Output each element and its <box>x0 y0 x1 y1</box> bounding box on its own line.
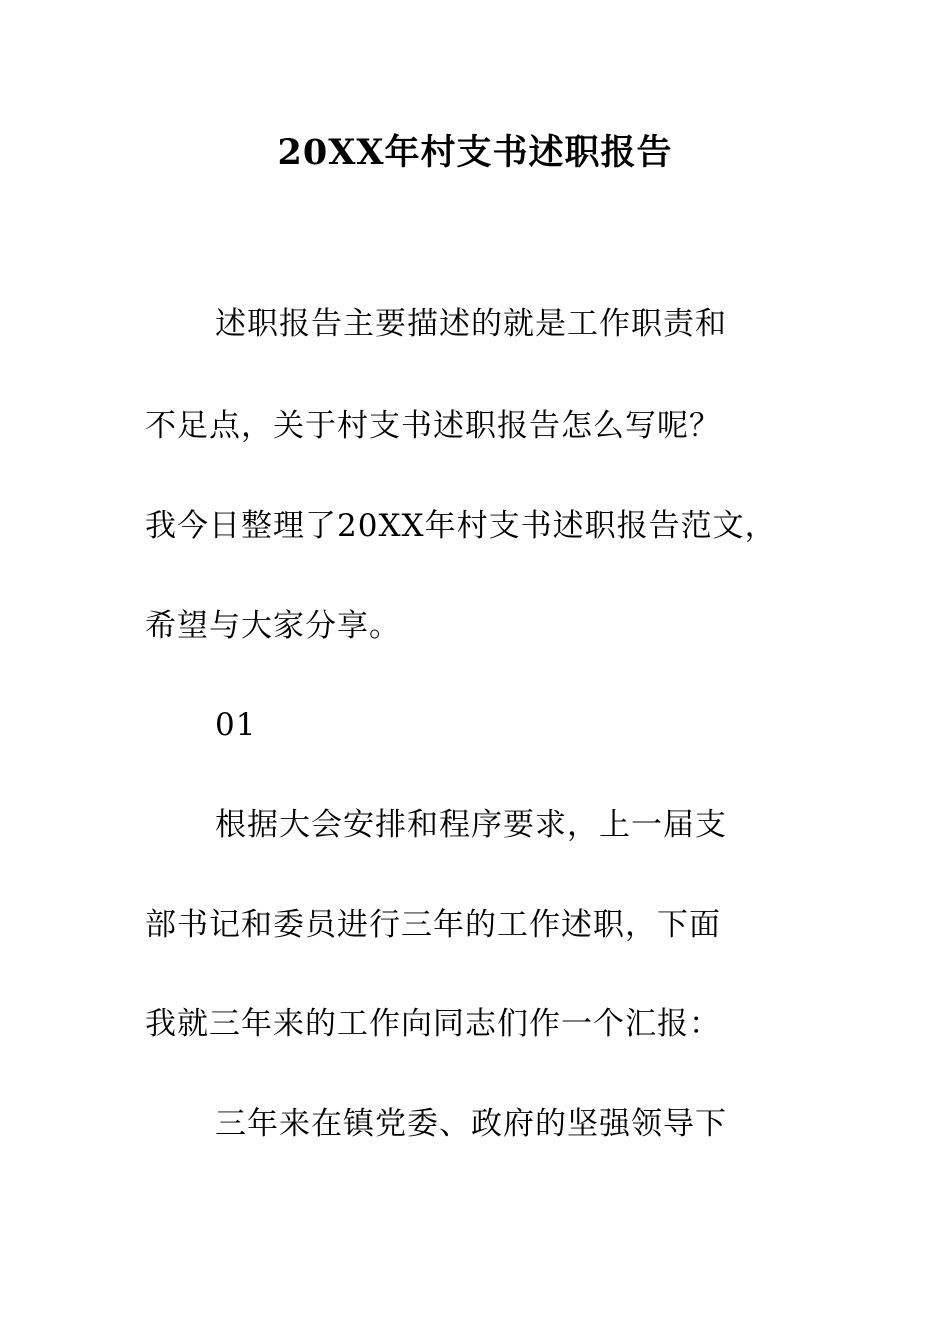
paragraph-line: 我就三年来的工作向同志们作一个汇报： <box>145 1006 721 1042</box>
paragraph-line: 希望与大家分享。 <box>145 608 401 644</box>
paragraph-line: 部书记和委员进行三年的工作述职，下面 <box>145 907 721 943</box>
paragraph-line: 不足点，关于村支书述职报告怎么写呢？ <box>145 408 721 444</box>
document-title: 20XX年村支书述职报告 <box>277 132 673 173</box>
paragraph-line: 三年来在镇党委、政府的坚强领导下 <box>215 1106 727 1142</box>
paragraph-line: 述职报告主要描述的就是工作职责和 <box>215 306 727 342</box>
section-number: 01 <box>215 707 257 743</box>
paragraph-line: 根据大会安排和程序要求，上一届支 <box>215 807 727 843</box>
paragraph-line: 我今日整理了20XX年村支书述职报告范文， <box>145 508 777 544</box>
